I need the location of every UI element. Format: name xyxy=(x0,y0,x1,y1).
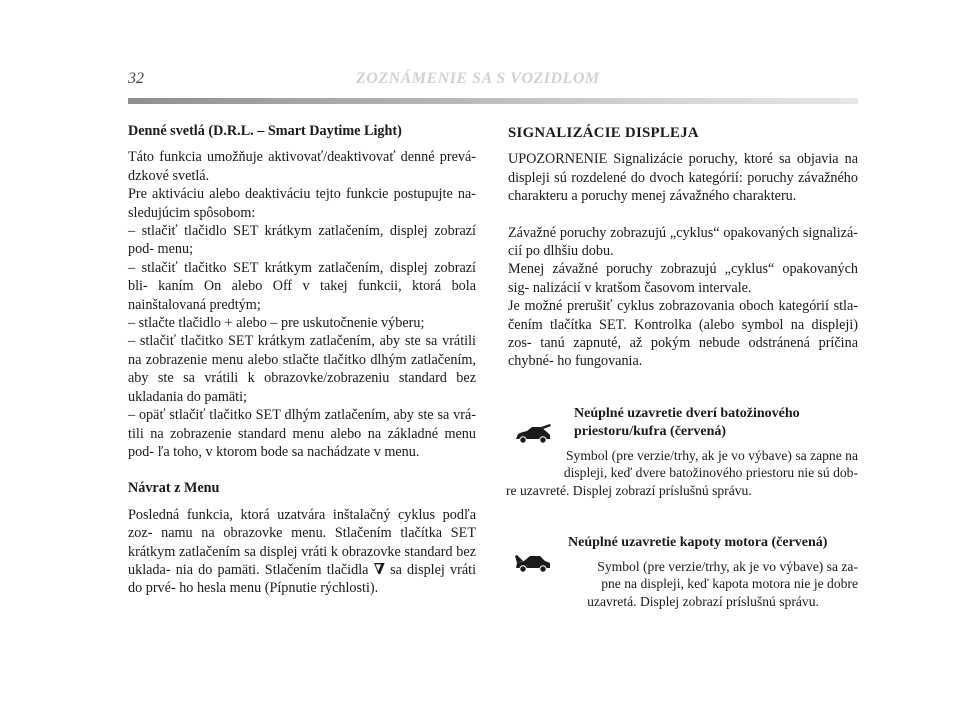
hood-warning-line: Symbol (pre verzie/trhy, ak je vo výbave) sa za- xyxy=(597,558,858,574)
hood-warning-line: uzavretá. Displej zobrazí príslušnú správu. xyxy=(587,593,819,609)
drl-step-3: – stlačte tlačidlo + alebo – pre uskutočnenie výberu; xyxy=(128,315,425,332)
signals-paragraph-1: UPOZORNENIE Signalizácie poruchy, ktoré sa objavia na displeji sú rozdelené do dvoch kategórií: poruchy závažného charakteru a poruchy menej závažného charakteru. xyxy=(508,151,858,205)
drl-step-2: – stlačiť tlačitko SET krátkym zatlačením, displej zobrazí bli- kaním On alebo Off v takej funkcii, ktorá bola nainštalovaná predtým; xyxy=(128,259,476,313)
menu-paragraph-before: Posledná funkcia, ktorá uzatvára inštalačný cyklus podľa zoz- namu na obrazovke menu. Stlačením tlačítka SET krátkym zatlačením sa displej vráti k obrazovke standard bez uklada- nia do pamäti. Stlačením tlačidla xyxy=(128,506,476,578)
signals-heading: SIGNALIZÁCIE DISPLEJA xyxy=(508,125,699,141)
right-column xyxy=(508,122,858,610)
left-column xyxy=(128,122,476,598)
trunk-warning-title: Neúplné uzavretie dverí batožinového priestoru/kufra (červená) xyxy=(574,405,800,439)
trunk-warning-line: re uzavreté. Displej zobrazí príslušnú správu. xyxy=(506,483,752,499)
header-rule xyxy=(128,98,858,104)
signals-paragraph-2: Závažné poruchy zobrazujú „cyklus“ opakovaných signalizá- cií po dlhšiu dobu. xyxy=(508,224,858,260)
trunk-open-icon xyxy=(514,423,552,445)
page-number: 32 xyxy=(128,70,144,87)
hood-warning-title: Neúplné uzavretie kapoty motora (červená) xyxy=(568,534,828,550)
signals-paragraph-4: Je možné prerušiť cyklus zobrazovania oboch kategórií stla- čením tlačítka SET. Kontrolka (alebo symbol na displeji) zos- tanú zapnuté, až pokým nebude odstránená príčina chybné- ho fungovania. xyxy=(508,298,858,370)
drl-paragraph-1: Táto funkcia umožňuje aktivovať/deaktivovať denné prevá- dzkové svetlá. xyxy=(128,149,476,184)
menu-paragraph-after: sa displej vráti do prvé- ho hesla menu (Pípnutie rýchlosti). xyxy=(128,561,477,597)
drl-paragraph-2: Pre aktiváciu alebo deaktiváciu tejto funkcie postupujte na- sledujúcim spôsobom: xyxy=(128,186,476,221)
hood-open-icon xyxy=(514,552,552,574)
hood-warning xyxy=(508,534,858,611)
drl-step-5: – opäť stlačiť tlačitko SET dlhým zatlačením, aby ste sa vrá- tili na zobrazenie standard menu alebo na základné menu pod- ľa toho, v ktorom bode sa nachádzate v menu. xyxy=(128,407,476,460)
down-triangle-icon: ∇ xyxy=(373,561,385,578)
drl-step-1: – stlačiť tlačidlo SET krátkym zatlačením, displej zobrazí pod- menu; xyxy=(128,223,476,258)
menu-paragraph xyxy=(128,506,476,598)
trunk-warning-line: displeji, keď dvere batožinového priestoru nie sú dob- xyxy=(563,465,858,481)
hood-warning-text xyxy=(508,558,858,611)
section-title: ZOZNÁMENIE SA S VOZIDLOM xyxy=(356,70,600,87)
menu-heading: Návrat z Menu xyxy=(128,480,220,497)
signals-paragraph-3: Menej závažné poruchy zobrazujú „cyklus“ opakovaných sig- nalizácií v kratšom časovom intervale. xyxy=(508,261,858,296)
drl-heading: Denné svetlá (D.R.L. – Smart Daytime Light) xyxy=(128,123,402,139)
drl-step-4: – stlačiť tlačitko SET krátkym zatlačením, aby ste sa vrátili na zobrazenie menu alebo stlačte tlačitko dlhým zatlačením, aby ste sa vrátili k obrazovke/zobrazeniu standard bez ukladania do pamäti; xyxy=(128,333,476,405)
trunk-warning-text xyxy=(508,447,858,500)
hood-warning-line: pne na displeji, keď kapota motora nie je dobre xyxy=(601,576,858,592)
trunk-warning xyxy=(508,405,858,500)
trunk-warning-line: Symbol (pre verzie/trhy, ak je vo výbave) sa zapne na xyxy=(565,447,858,463)
